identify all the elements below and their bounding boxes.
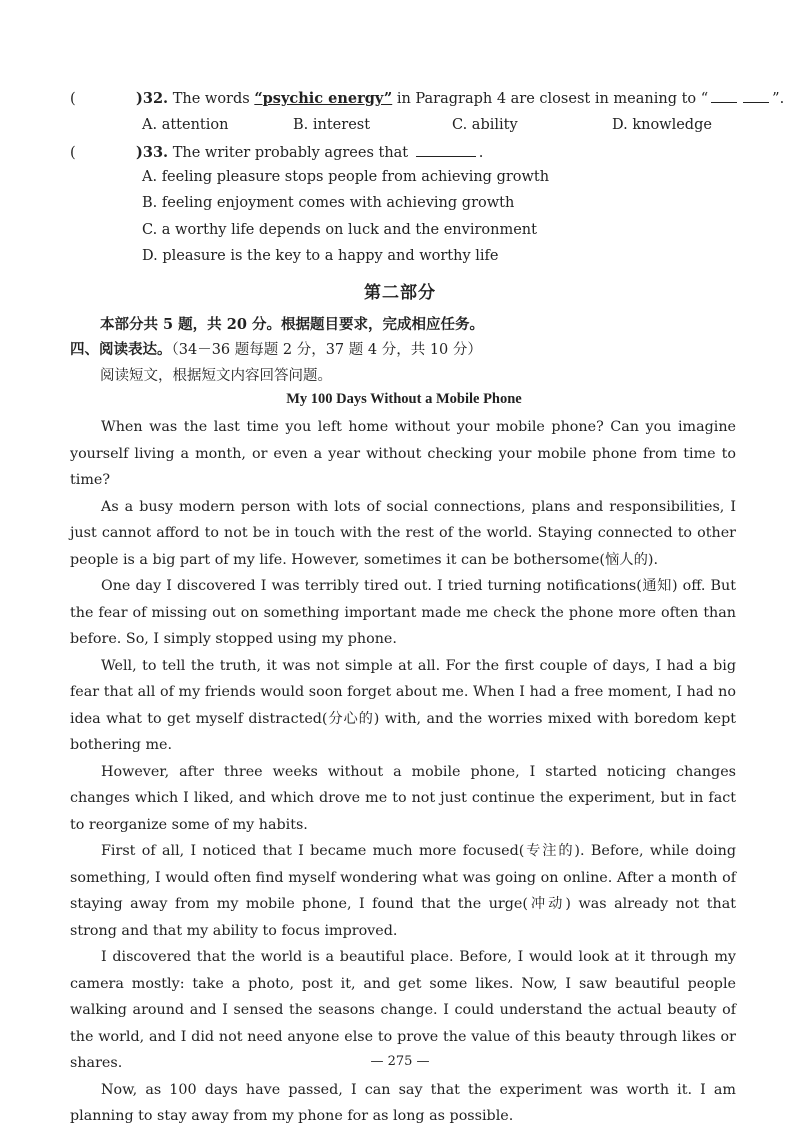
question-text: ”.: [772, 91, 785, 107]
question-number: )33.: [136, 144, 169, 161]
answer-paren[interactable]: (: [70, 91, 76, 107]
answer-paren[interactable]: (: [70, 145, 76, 161]
answer-blank[interactable]: [743, 88, 769, 103]
article-body: [70, 414, 736, 1130]
option-c: C. a worthy life depends on luck and the environment: [142, 222, 537, 238]
part-two-title: 第二部分: [364, 283, 436, 303]
highlighted-phrase: “psychic energy”: [254, 90, 393, 107]
article-paragraph: As a busy modern person with lots of social connections, plans and responsibilities, I just cannot afford to not be in touch with the rest of the world. Staying connected to other people is a big part of my life. However, sometimes it can be bothersome(恼人的).: [70, 498, 736, 568]
section-points: （34－36 题每题 2 分，37 题 4 分，共 10 分）: [171, 342, 482, 358]
question-text: .: [478, 145, 484, 161]
option-a: A. attention: [142, 117, 229, 133]
option-d: D. pleasure is the key to a happy and worthy life: [142, 248, 499, 264]
option-b: B. feeling enjoyment comes with achieving growth: [142, 195, 515, 211]
article-paragraph: I discovered that the world is a beautiful place. Before, I would look at it through my camera mostly: take a photo, post it, and get some likes. Now, I saw beautiful people walking around and I sensed the seasons change. I could understand the actual beauty of the world, and I did not need anyone else to prove the value of this beauty through likes or shares.: [70, 949, 736, 1071]
question-32: [70, 88, 784, 109]
question-text: The writer probably agrees that: [168, 145, 413, 161]
section-label: 四、阅读表达。: [70, 341, 172, 358]
article-paragraph: First of all, I noticed that I became much more focused(专注的). Before, while doing something, I would often find myself wondering what was going on online. After a month of staying away from my mobile phone, I found that the urge(冲动) was already not that strong and that my ability to focus improved.: [70, 843, 736, 939]
part-two-intro: 本部分共 5 题，共 20 分。根据题目要求，完成相应任务。: [100, 316, 484, 333]
question-text: in Paragraph 4 are closest in meaning to “: [392, 91, 709, 107]
article-paragraph: One day I discovered I was terribly tired out. I tried turning notifications(通知) off. But the fear of missing out on something important made me check the phone more often than before. So, I simply stopped using my phone.: [70, 578, 736, 647]
question-text: The words: [168, 91, 255, 107]
page-number: — 275 —: [370, 1054, 430, 1069]
option-a: A. feeling pleasure stops people from achieving growth: [142, 169, 550, 185]
section-heading: [70, 338, 482, 359]
option-d: D. knowledge: [612, 117, 712, 133]
reading-instruction: 阅读短文，根据短文内容回答问题。: [100, 368, 332, 384]
article-paragraph: Now, as 100 days have passed, I can say that the experiment was worth it. I am planning to stay away from my phone for as long as possible.: [70, 1081, 736, 1124]
article-paragraph: However, after three weeks without a mobile phone, I started noticing changes changes which I liked, and which drove me to not just continue the experiment, but in fact to reorganize some of my habits.: [70, 763, 736, 833]
option-b: B. interest: [293, 117, 371, 133]
article-title: My 100 Days Without a Mobile Phone: [286, 391, 522, 407]
option-c: C. ability: [452, 117, 518, 133]
question-33: [70, 142, 483, 163]
answer-blank[interactable]: [711, 88, 737, 103]
answer-blank[interactable]: [416, 142, 476, 157]
question-number: )32.: [136, 90, 169, 107]
article-paragraph: Well, to tell the truth, it was not simple at all. For the first couple of days, I had a big fear that all of my friends would soon forget about me. When I had a free moment, I had no idea what to get myself distracted(分心的) with, and the worries mixed with boredom kept bothering me.: [70, 657, 736, 753]
article-paragraph: When was the last time you left home without your mobile phone? Can you imagine yourself living a month, or even a year without checking your mobile phone from time to time?: [70, 419, 736, 488]
